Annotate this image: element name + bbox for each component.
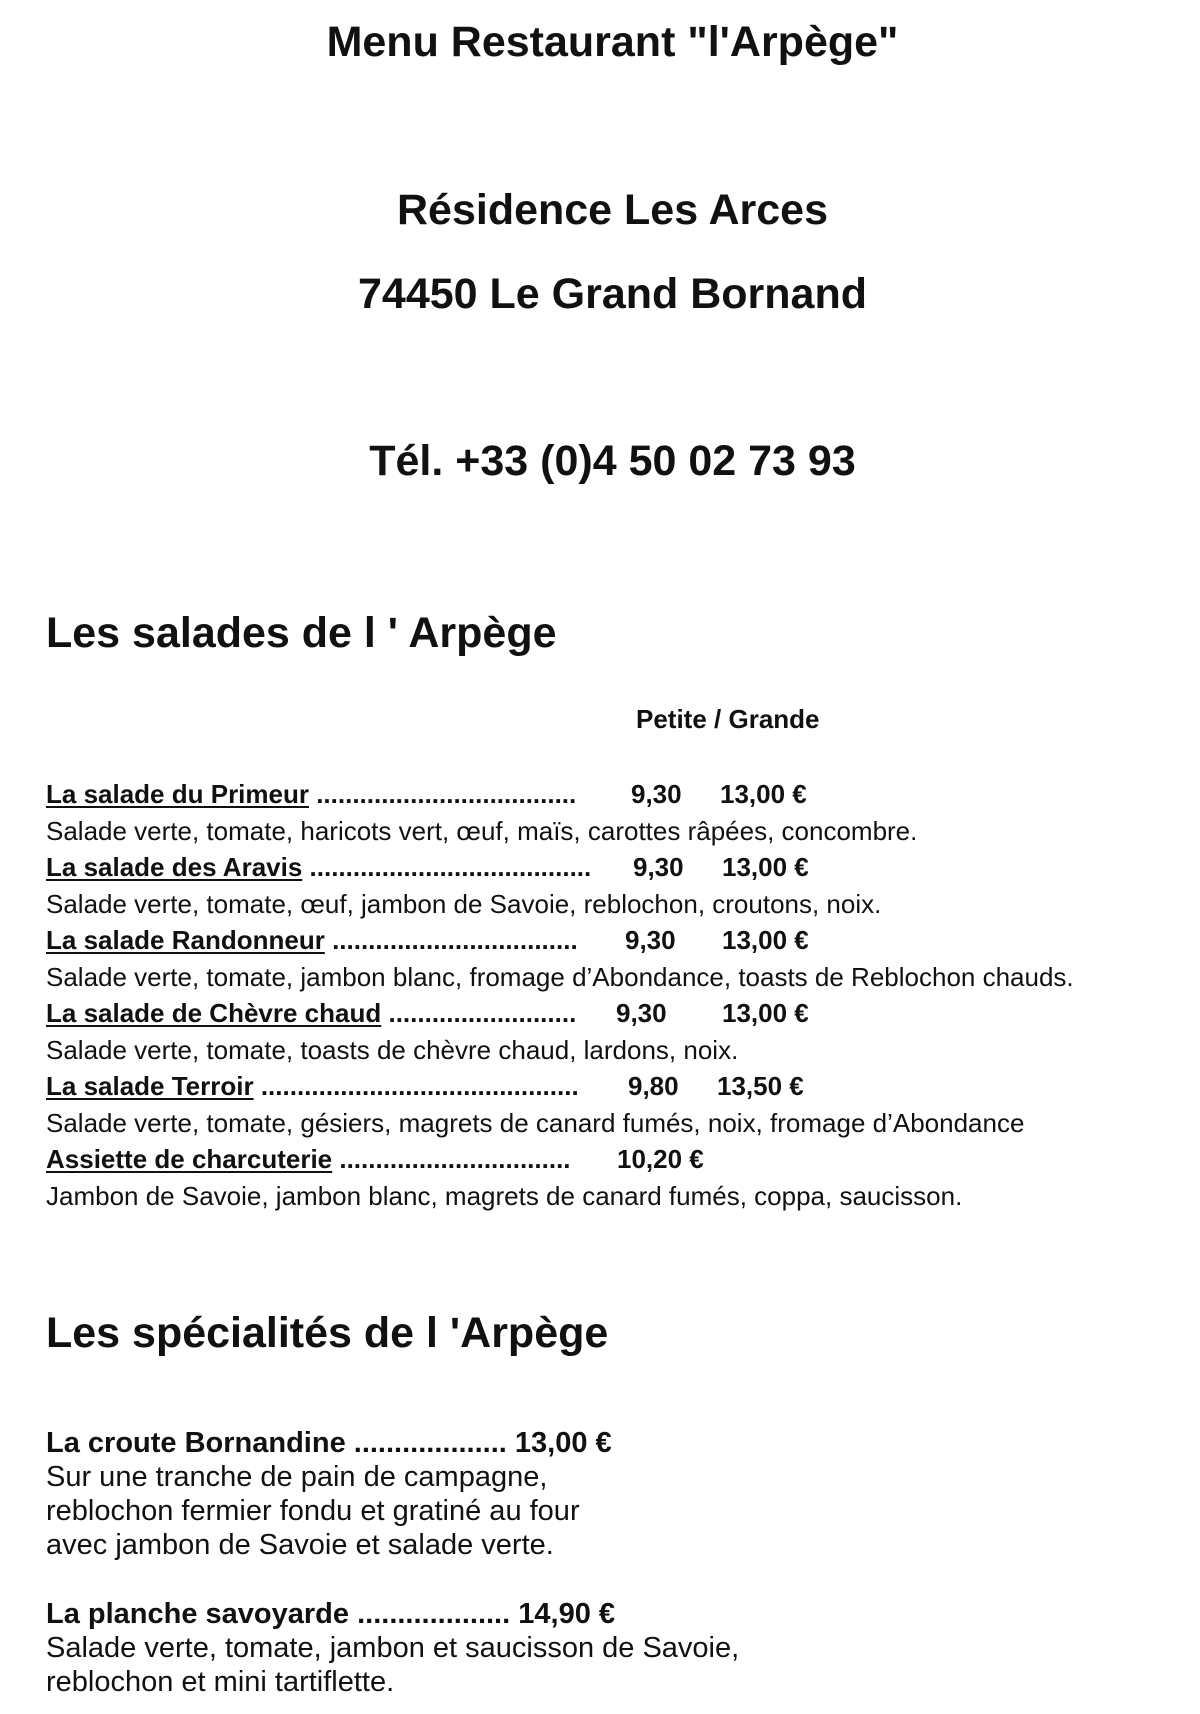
menu-title: Menu Restaurant "l'Arpège": [326, 18, 899, 66]
salads-section-title: Les salades de l ' Arpège: [46, 609, 557, 657]
specialty-description-line: reblochon fermier fondu et gratiné au four: [46, 1495, 580, 1527]
salad-name: Assiette de charcuterie: [46, 1144, 333, 1174]
leader-dots: ....................................: [308, 779, 577, 809]
salad-item-randonneur: [46, 922, 1166, 959]
salad-description: Salade verte, tomate, jambon blanc, fromage d’Abondance, toasts de Reblochon chauds.: [46, 961, 1074, 992]
salad-item-aravis: [46, 849, 1166, 886]
salad-item-chevre-chaud: [46, 995, 1166, 1032]
salad-name: La salade de Chèvre chaud: [46, 998, 382, 1028]
salad-name: La salade Randonneur: [46, 925, 325, 955]
leader-dots: ..........................: [381, 998, 577, 1028]
residence-name: Résidence Les Arces: [396, 186, 829, 234]
price-small: 9,30: [631, 779, 682, 809]
leader-dots: ................................: [332, 1144, 571, 1174]
specialty-heading: [46, 1426, 612, 1460]
salad-item-charcuterie: [46, 1141, 1166, 1178]
salads-list: [46, 776, 1166, 1214]
specialty-item-croute-bornandine: [46, 1426, 612, 1562]
salad-description: Jambon de Savoie, jambon blanc, magrets de canard fumés, coppa, saucisson.: [46, 1180, 963, 1211]
salad-item-primeur: [46, 776, 1166, 813]
phone-number: Tél. +33 (0)4 50 02 73 93: [369, 437, 856, 485]
specialty-heading: [46, 1597, 739, 1631]
leader-dots: ............................................: [253, 1071, 579, 1101]
price-small: 9,30: [625, 925, 676, 955]
specialty-description-line: Sur une tranche de pain de campagne,: [46, 1461, 548, 1493]
price-small: 9,80: [628, 1071, 679, 1101]
specialty-item-planche-savoyarde: [46, 1597, 739, 1699]
price-large: 13,50 €: [717, 1071, 804, 1101]
price-small: 9,30: [633, 852, 684, 882]
leader-dots: ...................: [345, 1427, 507, 1459]
salad-description: Salade verte, tomate, œuf, jambon de Savoie, reblochon, croutons, noix.: [46, 888, 882, 919]
specialty-price: 14,90 €: [518, 1598, 616, 1630]
price-large: 13,00 €: [722, 998, 809, 1028]
specialty-name: La planche savoyarde: [46, 1598, 350, 1630]
specialties-section-title: Les spécialités de l 'Arpège: [46, 1309, 609, 1357]
salad-description: Salade verte, tomate, haricots vert, œuf, maïs, carottes râpées, concombre.: [46, 815, 918, 846]
price-large: 13,00 €: [722, 852, 809, 882]
specialty-description-line: Salade verte, tomate, jambon et saucisson de Savoie,: [46, 1632, 740, 1664]
salad-description: Salade verte, tomate, gésiers, magrets de canard fumés, noix, fromage d’Abondance: [46, 1107, 1025, 1138]
price-large: 13,00 €: [720, 779, 807, 809]
city-address: 74450 Le Grand Bornand: [358, 270, 867, 318]
specialty-description-line: reblochon et mini tartiflette.: [46, 1666, 395, 1698]
leader-dots: ..................................: [324, 925, 578, 955]
salad-name: La salade des Aravis: [46, 852, 303, 882]
leader-dots: ...................: [349, 1598, 511, 1630]
salad-description: Salade verte, tomate, toasts de chèvre chaud, lardons, noix.: [46, 1034, 739, 1065]
price-small: 9,30: [616, 998, 667, 1028]
size-column-header: Petite / Grande: [636, 704, 820, 734]
salad-item-terroir: [46, 1068, 1166, 1105]
salad-name: La salade du Primeur: [46, 779, 309, 809]
price-large: 13,00 €: [722, 925, 809, 955]
price-small: 10,20 €: [617, 1144, 704, 1174]
leader-dots: .......................................: [302, 852, 592, 882]
specialty-price: 13,00 €: [514, 1427, 612, 1459]
specialty-description-line: avec jambon de Savoie et salade verte.: [46, 1529, 554, 1561]
salad-name: La salade Terroir: [46, 1071, 254, 1101]
specialty-name: La croute Bornandine: [46, 1427, 346, 1459]
